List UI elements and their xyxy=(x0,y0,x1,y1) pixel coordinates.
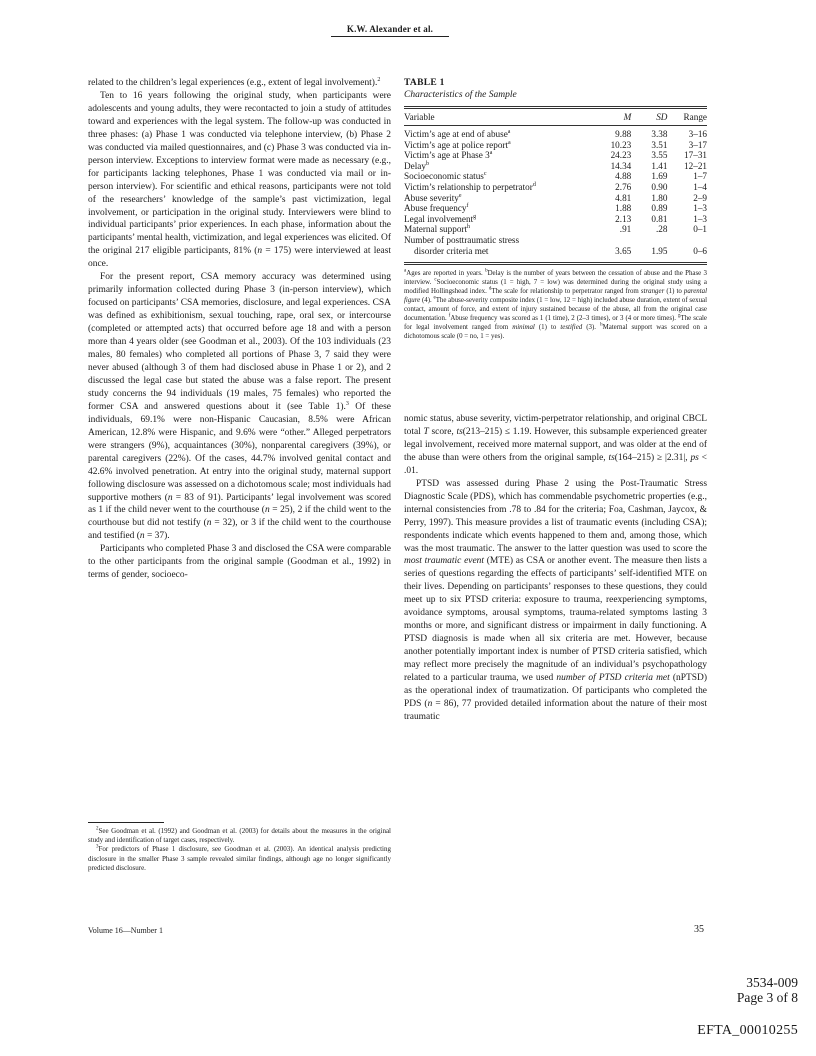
cell-sd: 1.41 xyxy=(651,160,668,171)
cell-m: 24.23 xyxy=(610,150,632,161)
document-stamp-code: 3534-009 xyxy=(746,975,798,990)
cell-variable: Delay$^b$ xyxy=(404,160,429,171)
table-row: disorder criteria met 3.65 1.95 0–6 xyxy=(414,245,707,256)
table-row xyxy=(404,224,707,235)
paragraph: nomic status, abuse severity, victim-perpetrator relationship, and original CBCL total T score, ts(213–215) ≤ 1.19. However, this subsample experienced greater legal involvement, received more maternal support, and was older at the end of the abuse than were others from the original sample, ts(164–215) ≥ |2.31|, ps < .01. xyxy=(404,414,707,476)
running-header-author: K.W. Alexander et al. xyxy=(331,24,449,37)
cell-sd: 1.69 xyxy=(651,171,668,182)
cell-sd: 0.89 xyxy=(651,203,668,214)
cell-m: 2.13 xyxy=(615,213,632,224)
cell-range: 3–17 xyxy=(688,139,707,150)
table-row xyxy=(404,129,707,140)
cell-sd: 0.81 xyxy=(651,213,668,224)
table-row xyxy=(404,171,707,182)
cell-range: 1–3 xyxy=(693,213,707,224)
cell-variable: Maternal support$^h$ xyxy=(404,224,471,235)
cell-sd: 3.38 xyxy=(651,129,668,139)
paragraph: PTSD was assessed during Phase 2 using the Post-Traumatic Stress Diagnostic Scale (PDS), which has commendable psychometric properties (e.g., internal consistencies from .78 to .84 for the criteria; Foa, Cashman, Jaycox, & Perry, 1997). This measure provides a list of traumatic events (including CSA); respondents indicate which events happened to them and, among those, which was the most traumatic. The answer to the latter question was used to score the most traumatic event (MTE) as CSA or another event. The measure then lists a series of questions regarding the effects of participants’ self-identified MTE on their lives. Depending on participants’ responses to these questions, they could meet up to six PTSD criteria: exposure to trauma, reexperiencing symptoms, avoidance symptoms, arousal symptoms, trauma-related symptoms lasting 3 months or more, and significant distress or impairment in daily functioning. A PTSD diagnosis is made when all six criteria are met. However, because another potentially important index is number of PTSD criteria satisfied, which may reflect more precisely the magnitude of an individual’s psychopathology related to a particular trauma, we used number of PTSD criteria met (nPTSD) as the operational index of traumatization. Of participants who completed the PDS (n = 86), 77 provided detailed information about the nature of their most traumatic xyxy=(404,478,707,722)
table-title: Characteristics of the Sample xyxy=(404,90,517,100)
cell-variable: Victim’s age at Phase 3$^a$ xyxy=(404,150,493,161)
cell-variable: Abuse severity$^e$ xyxy=(404,192,462,203)
paragraph: related to the children’s legal experiences (e.g., extent of legal involvement).$^2$ xyxy=(88,76,381,88)
cell-m: 10.23 xyxy=(610,139,632,150)
paragraph: Ten to 16 years following the original study, when participants were adolescents and young adults, they were recontacted to join a study of attitudes toward and experiences with the legal system. The follow-up was conducted in three phases: (a) Phase 1 was conducted via telephone interview, (b) Phase 2 was conducted via mailed questionnaires, and (c) Phase 3 was conducted via in-person interview. Exceptions to interview format were made as necessary (e.g., for participants lacking telephones, Phase 1 was conducted via mail or in-person interview). For scientific and ethical reasons, participants were not told of the researchers’ knowledge of the sample’s past victimization, legal involvement, or participation in the original study. Interviewers were blind to individual participants’ prior experiences. In each phase, information about the participants’ mental health, victimization, and legal experiences was elicited. Of the original 217 eligible participants, 81% (n = 175) were interviewed at least once. xyxy=(88,90,391,270)
cell-sd: 3.51 xyxy=(651,139,668,150)
page-number: 35 xyxy=(694,924,704,935)
footnote-2: $^2$See Goodman et al. (1992) and Goodman et al. (2003) for details about the measures in the original study and identification of target cases, respectively. xyxy=(88,826,391,845)
table-row: Number of posttraumatic stress xyxy=(404,234,520,245)
cell-m: 9.88 xyxy=(615,129,632,139)
cell-m: 2.76 xyxy=(615,181,632,192)
cell-m: .91 xyxy=(619,224,632,235)
footnotes xyxy=(88,827,391,873)
header-m: M xyxy=(623,112,632,122)
table-row xyxy=(404,150,707,161)
header-variable: Variable xyxy=(404,112,435,122)
cell-range: 1–3 xyxy=(693,203,707,214)
cell-range: 1–4 xyxy=(693,181,707,192)
cell-m: 4.81 xyxy=(615,192,632,203)
table-row xyxy=(404,182,707,193)
paragraph: For the present report, CSA memory accuracy was determined using primarily information collected during Phase 3 (in-person interview), which focused on participants’ CSA memories, disclosure, and legal experiences. CSA was defined as exhibitionism, sexual touching, rape, oral sex, or intercourse (completed or attempted acts) that occurred before age 18 and with a person more than 4 years older (see Goodman et al., 2003). Of the 103 individuals (23 males, 80 females) who completed all portions of Phase 3, 7 said they were never abused (although 3 of them had disclosed abuse in Phase 1 or 2), and 2 discussed the legal case but stated the abuse was a false report. The present study concerns the 94 individuals (19 males, 75 females) who reported the former CSA and answered questions about it (see Table 1).$^3$ Of these individuals, 69.1% were non-Hispanic Caucasian, 8.5% were African American, 12.8% were Hispanic, and 9.6% were “other.” Alleged perpetrators were strangers (9%), acquaintances (30%), nonparental caregivers (39%), or parental caregivers (22%). Of the cases, 44.7% involved genital contact and 42.6% involved penetration. At entry into the original study, maternal support following disclosure was assessed on a dichotomous scale; most individuals had supportive mothers (n = 83 of 91). Participants’ legal involvement was scored as 1 if the child never went to the courthouse (n = 25), 2 if the child went to the courthouse but did not testify (n = 32), or 3 if the child went to the courthouse and testified (n = 37). xyxy=(88,272,392,542)
table-label: TABLE 1 xyxy=(404,78,445,88)
cell-variable: Socioeconomic status$^c$ xyxy=(404,171,487,182)
document-stamp-page: Page 3 of 8 xyxy=(736,990,798,1005)
table-row xyxy=(404,203,707,214)
cell-variable: Legal involvement$^g$ xyxy=(404,213,477,224)
header-range: Range xyxy=(683,112,707,122)
cell-m: 4.88 xyxy=(615,171,632,182)
table-row xyxy=(404,140,707,151)
right-column xyxy=(404,413,707,724)
bates-number: EFTA_00010255 xyxy=(697,1023,798,1038)
journal-volume: Volume 16—Number 1 xyxy=(88,926,163,935)
cell-variable: Victim’s age at end of abuse$^a$ xyxy=(404,128,511,139)
cell-sd: .28 xyxy=(655,224,668,235)
footnote-3: $^3$For predictors of Phase 1 disclosure, see Goodman et al. (2003). An identical analysis predicting disclosure in the smaller Phase 3 sample revealed similar findings, although age no longer significantly predicted disclosure. xyxy=(88,845,391,872)
characteristics-table xyxy=(404,109,707,256)
table-1 xyxy=(404,77,707,341)
left-column xyxy=(88,77,391,582)
paragraph: Participants who completed Phase 3 and disclosed the CSA were comparable to the other participants from the original sample (Goodman et al., 1992) in terms of gender, socioeco- xyxy=(88,544,391,581)
cell-range: 17–31 xyxy=(684,150,707,161)
table-bottom-rule xyxy=(404,262,707,265)
cell-variable: Victim’s relationship to perpetrator$^d$ xyxy=(404,181,536,192)
cell-sd: 3.55 xyxy=(651,150,668,161)
cell-m: 1.88 xyxy=(615,203,632,214)
table-row xyxy=(404,161,707,172)
table-notes: $^a$Ages are reported in years. $^b$Delay is the number of years between the cessation of abuse and the Phase 3 interview. $^c$Socioeconomic status (1 = high, 7 = low) was determined during the original study using a modified Hollingshead index. $^d$The scale for relationship to perpetrator ranged from stranger (1) to parental figure (4). $^e$The abuse-severity composite index (1 = low, 12 = high) included abuse duration, extent of sexual contact, amount of force, and extent of injury sustained because of the abuse, all from the original case documentation. $^f$Abuse frequency was scored as 1 (1 time), 2 (2–3 times), or 3 (4 or more times). $^g$The scale for legal involvement ranged from minimal (1) to testified (3). $^h$Maternal support was scored on a dichotomous scale (0 = no, 1 = yes). xyxy=(404,268,708,341)
table-row xyxy=(404,214,707,225)
cell-range: 0–1 xyxy=(693,224,707,235)
cell-sd: 0.90 xyxy=(651,181,668,192)
cell-m: 14.34 xyxy=(610,160,632,171)
cell-range: 1–7 xyxy=(693,171,707,182)
cell-range: 2–9 xyxy=(693,192,707,203)
footnote-rule xyxy=(88,822,164,823)
table-header-row xyxy=(404,109,707,125)
table-row xyxy=(404,193,707,204)
cell-sd: 1.80 xyxy=(651,192,668,203)
cell-variable: Victim’s age at police report$^a$ xyxy=(404,139,511,150)
header-sd: SD xyxy=(656,112,668,122)
cell-range: 3–16 xyxy=(688,129,707,139)
cell-variable: Abuse frequency$^f$ xyxy=(404,203,469,214)
cell-range: 12–21 xyxy=(684,160,707,171)
